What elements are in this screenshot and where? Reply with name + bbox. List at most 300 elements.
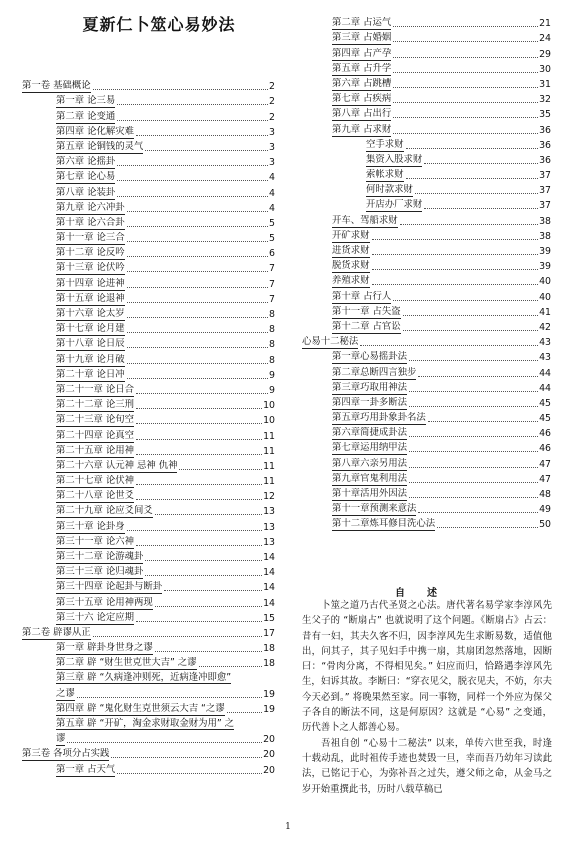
toc-entry-page: 43 (539, 352, 551, 364)
toc-entry-title: 第五章 占升学 (332, 62, 392, 74)
leader-dots (409, 406, 538, 407)
toc-entry-title: 第三十三章 论归魂卦 (56, 566, 144, 578)
toc-entry-page: 10 (263, 415, 275, 427)
toc-entry-page: 18 (263, 658, 275, 670)
toc-entry-title: 第三章巧取用神法 (332, 381, 408, 393)
leader-dots (111, 757, 262, 758)
toc-entry-page: 43 (539, 337, 551, 349)
leader-dots (372, 254, 539, 255)
toc-entry-page: 4 (269, 202, 275, 214)
leader-dots (145, 575, 262, 576)
toc-entry-page: 39 (539, 261, 551, 273)
toc-entry-title: 第七章 占疾病 (332, 93, 392, 105)
toc-entry-page: 50 (539, 519, 551, 531)
leader-dots (136, 408, 262, 409)
toc-entry-page: 14 (263, 552, 275, 563)
toc-entry-title: 第三章 占婚姻 (332, 32, 392, 44)
toc-entry[interactable] (22, 458, 275, 473)
toc-entry-page: 7 (269, 278, 275, 290)
preface-paragraph: 卜筮之道乃古代圣贤之心法。唐代著名易学家李淳风先生父子的 “断扇占” 也就说明了这个问题。《断扇占》占云：昔有一妇，其夫久客不归，因李淳风先生求断易数，适值他出，问其子，其子见妇手中携一扇，其扇团忽然落地，因断曰：“骨肉分离，不得相见矣。” 妇应而归，恰路遇李淳风先生，妇诉其故。李断曰：“穿衣见父，脱衣见夫，不妨，尔夫今天必到。” 将晚果然至家。同一事物，同样一个外应为保父子各自的断法不同，这是何原因？这就是 “心易” 之变通，历代善卜之人都善心易。 (302, 600, 552, 734)
toc-entry[interactable] (302, 167, 551, 182)
toc-entry-title: 第十八章 论日辰 (56, 338, 125, 350)
toc-entry-title: 集资入股求财 (366, 153, 423, 165)
leader-dots (424, 208, 538, 209)
toc-entry[interactable] (302, 304, 551, 319)
toc-entry[interactable] (22, 701, 275, 716)
leader-dots (400, 224, 538, 225)
toc-entry-title: 开车、驾船求财 (332, 214, 398, 226)
toc-entry-page: 8 (269, 324, 275, 336)
leader-dots (93, 89, 268, 90)
leader-dots (372, 239, 539, 240)
leader-dots (117, 165, 268, 166)
toc-entry[interactable] (22, 336, 275, 351)
toc-entry[interactable] (302, 76, 551, 91)
toc-entry[interactable] (22, 473, 275, 488)
leader-dots (372, 284, 539, 285)
toc-entry[interactable] (22, 169, 275, 184)
toc-entry-title: 开店办厂求财 (366, 199, 423, 211)
toc-entry[interactable] (22, 275, 275, 290)
toc-entry-title: 第六章 论摇卦 (56, 156, 116, 168)
toc-entry-title: 第三章 辟 “久病逢冲则死，近病逢冲即愈” (56, 672, 232, 684)
toc-entry-page: 14 (263, 597, 275, 609)
toc-entry-title: 第十一章 论三合 (56, 232, 125, 244)
toc-entry[interactable] (302, 91, 551, 106)
toc-entry-title: 第二十八章 论世爻 (56, 490, 134, 502)
toc-entry-title: 第二十四章 论真空 (56, 429, 134, 441)
leader-dots (406, 148, 539, 149)
toc-entry-title: 第五章巧用卦象卦名法 (332, 412, 426, 424)
leader-dots (127, 241, 268, 242)
toc-entry[interactable] (22, 93, 275, 108)
toc-entry-title: 第十章 论六合卦 (56, 216, 125, 228)
leader-dots (393, 72, 538, 73)
toc-entry-page: 2 (269, 96, 275, 108)
toc-entry[interactable] (302, 30, 551, 45)
leader-dots (77, 697, 262, 698)
leader-dots (437, 527, 538, 528)
leader-dots (127, 256, 268, 257)
toc-entry[interactable] (22, 503, 275, 518)
toc-entry[interactable] (22, 124, 275, 139)
leader-dots (393, 41, 538, 42)
toc-entry-title: 第一卷 基础概论 (22, 80, 91, 92)
toc-entry-title: 第一章 占天气 (56, 763, 116, 775)
toc-entry-title: 第三十五章 论用神两现 (56, 596, 153, 608)
toc-entry[interactable] (22, 382, 275, 397)
toc-entry[interactable] (302, 516, 551, 531)
toc-right-column (302, 15, 551, 531)
toc-entry[interactable] (22, 655, 275, 670)
toc-entry[interactable] (22, 260, 275, 275)
toc-entry-page: 47 (539, 458, 551, 470)
toc-entry[interactable] (302, 501, 551, 516)
toc-entry[interactable] (302, 410, 551, 425)
toc-entry-page: 12 (263, 491, 275, 503)
leader-dots (393, 87, 538, 88)
leader-dots (127, 347, 268, 348)
leader-dots (428, 421, 538, 422)
toc-entry-page: 11 (263, 460, 275, 472)
toc-entry-title: 开矿求财 (332, 229, 370, 241)
toc-entry-page: 18 (263, 643, 275, 655)
preface-paragraph: 吾祖自创 “心易十二秘法” 以来，单传六世至我，时逢十载动乱，此时祖传手迹也焚毁一旦，幸而吾乃幼年习读此法，已铭记于心，为弥补吾之过失，遵父师之命，从金马之岁开始重撰此书，历时八载草稿已 (302, 737, 552, 795)
toc-entry[interactable] (22, 670, 275, 700)
leader-dots (199, 666, 263, 667)
toc-entry-page: 4 (269, 172, 275, 184)
toc-entry[interactable] (302, 425, 551, 440)
toc-entry-title: 第七章 论心易 (56, 171, 116, 183)
toc-entry-page: 29 (539, 48, 551, 60)
toc-entry[interactable] (22, 200, 275, 215)
leader-dots (136, 484, 262, 485)
toc-entry-page: 46 (539, 443, 551, 455)
leader-dots (155, 514, 262, 515)
toc-entry[interactable] (302, 471, 551, 486)
toc-entry[interactable] (302, 334, 551, 349)
toc-entry[interactable] (22, 534, 275, 549)
toc-entry[interactable] (302, 486, 551, 501)
toc-entry-title: 第五章 辟 “开矿，淘金求财取金财为用” 之 (56, 717, 235, 729)
leader-dots (393, 26, 538, 27)
toc-entry-title: 第四章一卦多断法 (332, 396, 408, 408)
toc-entry-page: 8 (269, 339, 275, 351)
toc-entry-title: 第十五章 论退神 (56, 292, 125, 304)
leader-dots (127, 317, 268, 318)
toc-entry-page: 13 (263, 536, 275, 548)
leader-dots (117, 773, 262, 774)
toc-entry-title: 第八章 论装卦 (56, 186, 116, 198)
toc-entry[interactable] (22, 108, 275, 123)
toc-entry[interactable] (22, 579, 275, 594)
leader-dots (227, 712, 262, 713)
toc-entry-page: 3 (269, 126, 275, 138)
toc-entry[interactable] (22, 412, 275, 427)
leader-dots (117, 196, 268, 197)
leader-dots (117, 120, 268, 121)
toc-entry[interactable] (302, 197, 551, 212)
toc-entry-title: 脱货求财 (332, 260, 370, 272)
toc-entry[interactable] (302, 319, 551, 334)
toc-entry-page: 9 (269, 369, 275, 381)
toc-entry[interactable] (22, 367, 275, 382)
toc-entry[interactable] (22, 351, 275, 366)
toc-entry[interactable] (22, 518, 275, 533)
leader-dots (136, 393, 268, 394)
toc-entry[interactable] (22, 564, 275, 579)
preface-heading: 自述 (395, 588, 459, 599)
toc-entry-title: 养殖求财 (332, 275, 370, 287)
toc-entry-page: 31 (539, 78, 551, 90)
leader-dots (403, 315, 538, 316)
toc-entry-page: 40 (539, 291, 551, 303)
leader-dots (409, 436, 538, 437)
toc-entry-title-continued: 谬 (56, 733, 66, 745)
toc-entry[interactable] (302, 137, 551, 152)
leader-dots (418, 512, 538, 513)
leader-dots (393, 300, 538, 301)
leader-dots (136, 423, 262, 424)
toc-entry-title: 第二十二章 论三刑 (56, 399, 134, 411)
toc-entry-page: 20 (263, 764, 275, 776)
toc-entry-title: 第二十六章 认元神 忌神 仇神 (56, 459, 178, 471)
toc-entry-page: 2 (269, 111, 275, 123)
toc-entry-page: 19 (263, 703, 275, 715)
toc-entry-title: 第一章心易摇卦法 (332, 351, 408, 363)
toc-entry-title: 第二十一章 论日合 (56, 383, 134, 395)
toc-entry[interactable] (22, 184, 275, 199)
toc-entry[interactable] (22, 397, 275, 412)
toc-entry-page: 14 (263, 582, 275, 594)
toc-entry[interactable] (302, 258, 551, 273)
toc-entry[interactable] (22, 245, 275, 260)
toc-entry-title: 第三十四章 论起卦与断卦 (56, 581, 163, 593)
toc-entry-title: 第八章六亲另用法 (332, 457, 408, 469)
toc-entry[interactable] (302, 15, 551, 30)
toc-entry-title: 第三十六 论定应期 (56, 611, 134, 623)
leader-dots (136, 499, 262, 500)
toc-entry-page: 10 (263, 400, 275, 412)
leader-dots (136, 545, 262, 546)
toc-entry-page: 44 (539, 382, 551, 394)
leader-dots (409, 360, 538, 361)
toc-entry-page: 15 (263, 612, 275, 624)
toc-entry[interactable] (302, 380, 551, 395)
preface-body (302, 598, 552, 797)
toc-entry-title: 第七章运用纳甲法 (332, 442, 408, 454)
toc-entry-page: 36 (539, 154, 551, 166)
toc-entry-title: 第二十七章 论伏神 (56, 475, 134, 487)
toc-entry-page: 17 (263, 627, 275, 639)
toc-entry-page: 4 (269, 187, 275, 199)
toc-entry-page: 45 (539, 413, 551, 425)
document-title: 夏新仁卜筮心易妙法 (82, 15, 236, 34)
leader-dots (406, 178, 539, 179)
toc-entry-page: 44 (539, 367, 551, 379)
toc-entry-page: 37 (539, 170, 551, 182)
toc-entry-title: 第十三章 论伏吟 (56, 262, 125, 274)
toc-entry[interactable] (22, 230, 275, 245)
toc-entry[interactable] (302, 212, 551, 227)
leader-dots (393, 133, 538, 134)
leader-dots (67, 742, 262, 743)
leader-dots (393, 102, 538, 103)
toc-entry-page: 5 (269, 217, 275, 229)
toc-entry-page: 3 (269, 141, 275, 153)
leader-dots (409, 467, 538, 468)
leader-dots (127, 332, 268, 333)
toc-entry[interactable] (22, 610, 275, 625)
toc-entry[interactable] (302, 395, 551, 410)
leader-dots (127, 378, 268, 379)
toc-entry-title: 第十二章 占官讼 (332, 320, 401, 332)
toc-entry-page: 3 (269, 157, 275, 169)
toc-left-column (22, 78, 275, 777)
toc-entry-page: 9 (269, 384, 275, 396)
leader-dots (127, 530, 262, 531)
leader-dots (145, 150, 268, 151)
toc-entry-title: 第四章 占产孕 (332, 47, 392, 59)
toc-entry[interactable] (302, 182, 551, 197)
toc-entry-page: 7 (269, 293, 275, 305)
toc-entry-title: 第四章 论化解灾难 (56, 125, 134, 137)
toc-entry-page: 46 (539, 428, 551, 440)
toc-entry-page: 5 (269, 233, 275, 245)
toc-entry-page: 20 (263, 734, 275, 746)
toc-entry[interactable] (22, 625, 275, 640)
toc-entry[interactable] (302, 243, 551, 258)
toc-entry-page: 19 (263, 688, 275, 700)
leader-dots (372, 269, 539, 270)
toc-entry[interactable] (22, 215, 275, 230)
toc-entry-title: 第六章简捷成卦法 (332, 427, 408, 439)
toc-entry-page: 8 (269, 309, 275, 320)
leader-dots (393, 117, 538, 118)
toc-entry-page: 7 (269, 263, 275, 275)
toc-entry[interactable] (22, 549, 275, 564)
toc-entry-page: 48 (539, 489, 551, 500)
toc-entry[interactable] (22, 594, 275, 609)
leader-dots (409, 482, 538, 483)
toc-entry[interactable] (22, 78, 275, 93)
toc-entry-title: 第二十九章 论应爻间爻 (56, 505, 153, 517)
toc-entry-page: 24 (539, 33, 551, 45)
toc-entry-title: 第一章 辟卦身世身之谬 (56, 642, 153, 654)
toc-entry-title: 进货求财 (332, 245, 370, 256)
toc-entry[interactable] (302, 228, 551, 243)
toc-entry-title: 第一章 论三易 (56, 95, 116, 107)
toc-entry-page: 32 (539, 94, 551, 106)
toc-entry[interactable] (22, 488, 275, 503)
toc-entry-title: 第九章 占求财 (332, 123, 392, 135)
toc-entry-title: 第八章 占出行 (332, 108, 392, 120)
toc-entry-title: 第十二章 论反吟 (56, 247, 125, 259)
leader-dots (409, 497, 538, 498)
toc-entry[interactable] (22, 427, 275, 442)
toc-entry-page: 13 (263, 506, 275, 518)
page-number: 1 (285, 822, 291, 832)
leader-dots (409, 391, 538, 392)
toc-entry-title: 第五章 论铜钱的灵气 (56, 140, 144, 152)
toc-entry-title: 第二十三章 论旬空 (56, 414, 134, 426)
toc-entry[interactable] (302, 121, 551, 136)
toc-entry[interactable] (302, 349, 551, 364)
leader-dots (136, 135, 268, 136)
toc-entry-title: 第二十五章 论用神 (56, 444, 134, 456)
leader-dots (117, 104, 268, 105)
leader-dots (393, 57, 538, 58)
toc-entry-title: 第三十二章 论游魂卦 (56, 551, 144, 562)
toc-entry-page: 41 (539, 306, 551, 318)
leader-dots (127, 302, 268, 303)
leader-dots (127, 226, 268, 227)
toc-entry[interactable] (22, 443, 275, 458)
leader-dots (117, 180, 268, 181)
toc-entry-title: 何时款求财 (366, 184, 413, 196)
toc-entry-page: 6 (269, 248, 275, 260)
toc-entry[interactable] (22, 139, 275, 154)
leader-dots (127, 287, 268, 288)
toc-entry-title: 空手求财 (366, 138, 404, 150)
toc-entry[interactable] (22, 154, 275, 169)
toc-entry[interactable] (302, 61, 551, 76)
toc-entry-page: 11 (263, 445, 275, 457)
leader-dots (136, 454, 262, 455)
toc-entry-title: 第十四章 论进神 (56, 277, 125, 289)
leader-dots (145, 560, 262, 561)
toc-entry-title: 第三十一章 论六神 (56, 535, 134, 547)
toc-entry[interactable] (22, 716, 275, 746)
toc-entry-title: 第四章 辟 “鬼化财生克世须云大吉 “之谬 (56, 702, 225, 714)
toc-entry-title: 索帐求财 (366, 169, 404, 181)
toc-entry[interactable] (302, 455, 551, 470)
toc-entry-page: 11 (263, 430, 275, 442)
toc-entry-title: 第九章官鬼利用法 (332, 472, 408, 484)
toc-entry-page: 42 (539, 321, 551, 333)
toc-entry-page: 49 (539, 504, 551, 516)
toc-entry-title: 第二章 论变通 (56, 110, 116, 122)
toc-entry[interactable] (22, 321, 275, 336)
toc-entry-title-continued: 之谬 (56, 687, 75, 699)
toc-entry-title: 第二卷 辟谬从正 (22, 626, 91, 638)
leader-dots (179, 469, 262, 470)
toc-entry[interactable] (22, 746, 275, 761)
leader-dots (127, 271, 268, 272)
toc-entry[interactable] (302, 364, 551, 379)
toc-entry[interactable] (22, 291, 275, 306)
toc-entry-title: 第十章 占行人 (332, 290, 392, 302)
toc-entry-title: 第十一章 占失盗 (332, 305, 401, 317)
toc-entry-page: 45 (539, 397, 551, 409)
toc-entry-title: 第十章活用外因法 (332, 488, 408, 499)
toc-entry-page: 11 (263, 476, 275, 488)
toc-entry-page: 21 (539, 18, 551, 30)
toc-entry-title: 心易十二秘法 (302, 336, 359, 348)
toc-entry[interactable] (302, 273, 551, 288)
toc-entry-page: 37 (539, 185, 551, 197)
toc-entry-title: 第十一章预测来意法 (332, 503, 417, 515)
toc-entry-page: 14 (263, 567, 275, 579)
toc-entry[interactable] (302, 152, 551, 167)
toc-entry-page: 8 (269, 354, 275, 366)
leader-dots (155, 651, 262, 652)
toc-entry-title: 第六章 占跳槽 (332, 77, 392, 89)
leader-dots (360, 345, 538, 346)
toc-entry-title: 第十六章 论太岁 (56, 308, 125, 319)
toc-entry-title: 第二章 辟 “财生世克世大吉” 之谬 (56, 657, 197, 669)
toc-entry[interactable] (22, 761, 275, 776)
toc-entry[interactable] (302, 106, 551, 121)
leader-dots (424, 163, 538, 164)
toc-entry[interactable] (302, 45, 551, 60)
toc-entry-page: 39 (539, 246, 551, 257)
leader-dots (415, 193, 538, 194)
toc-entry-title: 第二章总断四言独步 (332, 366, 417, 378)
toc-entry-page: 40 (539, 276, 551, 288)
toc-entry[interactable] (302, 288, 551, 303)
leader-dots (93, 636, 262, 637)
leader-dots (418, 376, 538, 377)
toc-entry-title: 第十七章 论月建 (56, 323, 125, 335)
leader-dots (403, 330, 538, 331)
toc-entry-title: 第三卷 各项分占实践 (22, 748, 110, 760)
toc-entry-page: 47 (539, 473, 551, 485)
toc-entry[interactable] (22, 640, 275, 655)
leader-dots (136, 621, 262, 622)
toc-entry[interactable] (22, 306, 275, 321)
toc-entry[interactable] (302, 440, 551, 455)
